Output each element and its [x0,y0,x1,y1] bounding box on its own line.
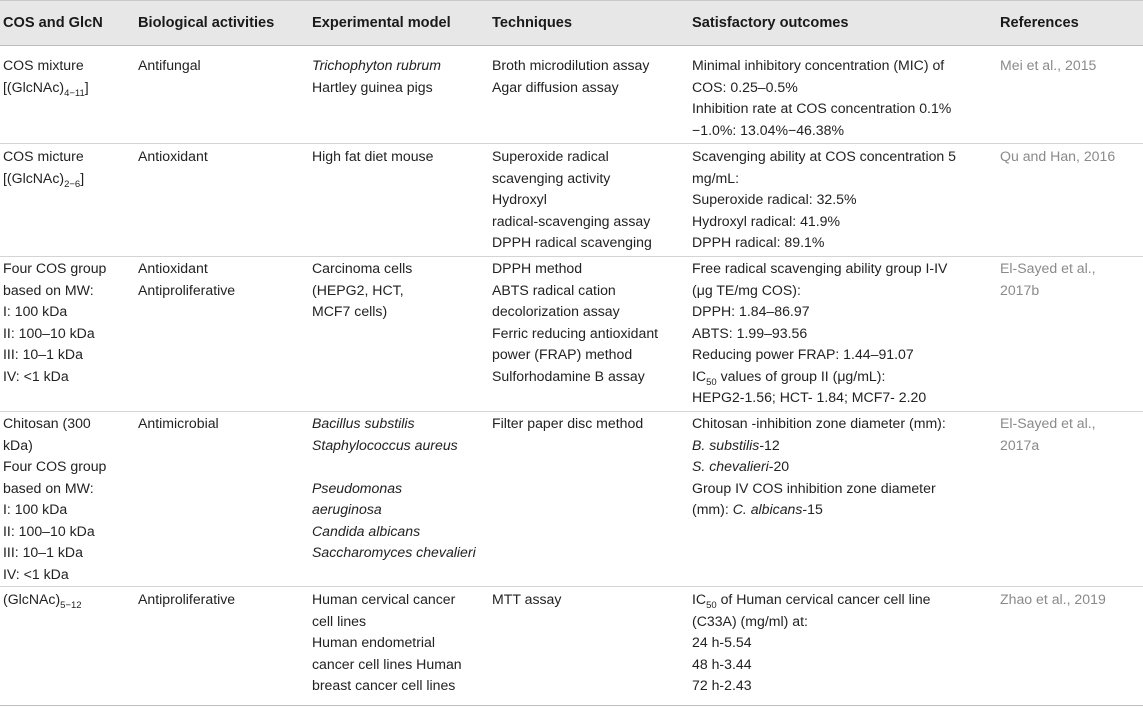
cell-text: Saccharomyces chevalieri [312,544,476,560]
cell-outcomes [692,413,946,521]
header-cos-glcn: COS and GlcN [3,15,103,31]
subscript: 2−6 [64,178,81,190]
cell-text: Free radical scavenging ability group I-IV [692,260,948,276]
cell-text: ] [80,169,85,186]
cell-text: B. substilis [692,436,760,453]
cell-text: of Human cervical cancer cell line [716,591,931,607]
cell-text: −1.0%: 13.04%−46.38% [692,121,845,138]
cell-text: breast cancer cell lines [312,677,456,693]
cell-text: Hartley guinea pigs [312,78,433,95]
cell-text: III: 10–1 kDa [3,346,83,362]
cell-activities [138,413,219,435]
reference-link[interactable]: 2017a [1000,436,1040,453]
header-satisfactory-outcomes: Satisfactory outcomes [692,15,849,31]
cell-text: ABTS radical cation [492,281,616,298]
cell-text: decolorization assay [492,303,620,319]
cell-outcomes [692,589,931,697]
row-divider [0,411,1143,412]
spacer [312,456,476,478]
cell-text: ] [84,78,89,95]
cell-text: Trichophyton rubrum [312,57,441,73]
reference-link[interactable]: El-Sayed et al., [1000,415,1096,431]
cell-text: Antioxidant [138,260,208,276]
cell-text: Pseudomonas [312,479,403,496]
subscript: 50 [706,376,717,388]
cell-model [312,55,441,98]
header-experimental-model: Experimental model [312,15,451,31]
cell-text: [(GlcNAc) [3,78,65,95]
cell-text: IC [692,591,707,607]
header-techniques: Techniques [492,15,573,31]
cell-text: -12 [759,436,780,453]
cell-reference [1000,258,1096,301]
cell-text: Hydroxyl [492,191,547,207]
cell-reference [1000,55,1096,77]
cell-text: COS: 0.25–0.5% [692,78,798,95]
cell-text: I: 100 kDa [3,501,68,517]
reference-link[interactable]: 2017b [1000,281,1040,298]
cell-outcomes [692,146,956,254]
cell-text: -15 [802,501,823,517]
reference-link[interactable]: El-Sayed et al., [1000,260,1096,276]
cell-text: (mm): [692,501,733,517]
cell-outcomes [692,55,951,141]
subscript: 50 [706,599,717,611]
row-divider [0,143,1143,144]
cell-text: C. albicans [732,501,803,517]
cell-text: IV: <1 kDa [3,565,69,582]
cell-cos [3,146,84,189]
cell-text: radical-scavenging assay [492,212,651,229]
cell-text: Carcinoma cells [312,260,413,276]
row-divider [0,256,1143,257]
cell-text: -20 [768,458,790,474]
cell-text: Human cervical cancer [312,591,456,607]
cell-text: COS mixture [3,57,84,73]
reference-link[interactable]: Mei et al., 2015 [1000,57,1097,73]
header-biological-activities: Biological activities [138,15,275,31]
cell-text: Scavenging ability at COS concentration 5 [692,148,957,164]
cell-text: kDa) [3,436,33,453]
cell-text: Minimal inhibitory concentration (MIC) of [692,57,945,73]
cell-reference [1000,413,1096,456]
cell-text: II: 100–10 kDa [3,324,95,341]
cell-text: ABTS: 1.99–93.56 [692,324,808,341]
cell-text: Superoxide radical [492,148,609,164]
cell-text: 72 h-2.43 [692,677,752,693]
cell-text: Antimicrobial [138,415,219,431]
cell-techniques [492,258,658,387]
cell-activities [138,146,208,168]
cell-text: Bacillus substilis [312,415,415,431]
cell-text: III: 10–1 kDa [3,544,83,560]
cell-text: power (FRAP) method [492,346,633,362]
cell-techniques [492,146,652,254]
cell-text: [(GlcNAc) [3,169,65,186]
cell-text: cancer cell lines Human [312,655,462,672]
cell-text: Antifungal [138,57,201,73]
cell-techniques [492,55,649,98]
cell-text: High fat diet mouse [312,148,434,164]
cell-outcomes [692,258,947,409]
cell-text: (HEPG2, HCT, [312,281,404,298]
cell-text: IC [692,367,707,384]
cell-activities [138,55,201,77]
cell-text: (C33A) (mg/ml) at: [692,612,808,629]
cell-reference [1000,146,1115,168]
cell-text: Superoxide radical: 32.5% [692,191,857,207]
row-divider [0,586,1143,587]
cell-text: Hydroxyl radical: 41.9% [692,212,841,229]
cell-text: values of group II (μg/mL): [716,367,886,384]
cell-text: Four COS group [3,458,107,474]
cell-cos [3,413,106,585]
reference-link[interactable]: Qu and Han, 2016 [1000,148,1116,164]
cell-text: (GlcNAc) [3,591,61,607]
cell-text: MCF7 cells) [312,303,388,319]
cell-text: Inhibition rate at COS concentration 0.1% [692,100,952,116]
cell-text: MTT assay [492,591,562,607]
cell-model [312,589,462,697]
cell-model [312,258,412,323]
table-header [0,0,1143,46]
cell-text: cell lines [312,612,367,629]
cell-text: HEPG2-1.56; HCT- 1.84; MCF7- 2.20 [692,389,927,405]
cell-activities [138,258,235,301]
cell-text: Human endometrial [312,634,435,650]
cell-text: COS micture [3,148,84,164]
cell-reference [1000,589,1106,611]
cell-cos [3,55,89,98]
cell-text: Agar diffusion assay [492,78,619,95]
subscript: 4−11 [64,87,85,99]
cell-model [312,413,476,564]
cell-text: Four COS group [3,260,107,276]
cell-text: IV: <1 kDa [3,367,69,384]
cell-text: 24 h-5.54 [692,634,752,650]
cell-text: mg/mL: [692,169,739,186]
cell-text: Group IV COS inhibition zone diameter [692,479,936,496]
table-bottom-border [0,705,1143,706]
cell-text: Antiproliferative [138,591,236,607]
reference-link[interactable]: Zhao et al., 2019 [1000,591,1106,607]
cell-text: DPPH: 1.84–86.97 [692,303,810,319]
cell-text: Sulforhodamine B assay [492,367,645,384]
cell-text: aeruginosa [312,501,382,517]
cell-text: DPPH radical scavenging [492,234,652,250]
header-references: References [1000,15,1079,31]
cell-text: Broth microdilution assay [492,57,650,73]
cell-cos [3,258,106,387]
cell-text: based on MW: [3,479,94,496]
cell-model [312,146,433,168]
cell-text: (μg TE/mg COS): [692,281,801,298]
subscript: 5−12 [60,599,82,611]
cell-text: DPPH radical: 89.1% [692,234,825,250]
cell-text: S. chevalieri [692,458,769,474]
cell-text: Ferric reducing antioxidant [492,324,659,341]
cell-text: Chitosan -inhibition zone diameter (mm): [692,415,946,431]
cell-text: Reducing power FRAP: 1.44–91.07 [692,346,914,362]
cell-text: Chitosan (300 [3,415,91,431]
cell-text: Antioxidant [138,148,208,164]
cell-text: DPPH method [492,260,583,276]
cell-text: I: 100 kDa [3,303,68,319]
cell-text: 48 h-3.44 [692,655,752,672]
cell-text: Candida albicans [312,522,421,539]
cell-text: based on MW: [3,281,94,298]
cell-text: II: 100–10 kDa [3,522,95,539]
cell-techniques [492,589,561,611]
cell-techniques [492,413,643,435]
cell-cos [3,589,82,611]
cell-text: Staphylococcus aureus [312,436,458,453]
cell-text: scavenging activity [492,169,611,186]
cell-text: Filter paper disc method [492,415,644,431]
cell-activities [138,589,235,611]
cell-text: Antiproliferative [138,281,236,298]
